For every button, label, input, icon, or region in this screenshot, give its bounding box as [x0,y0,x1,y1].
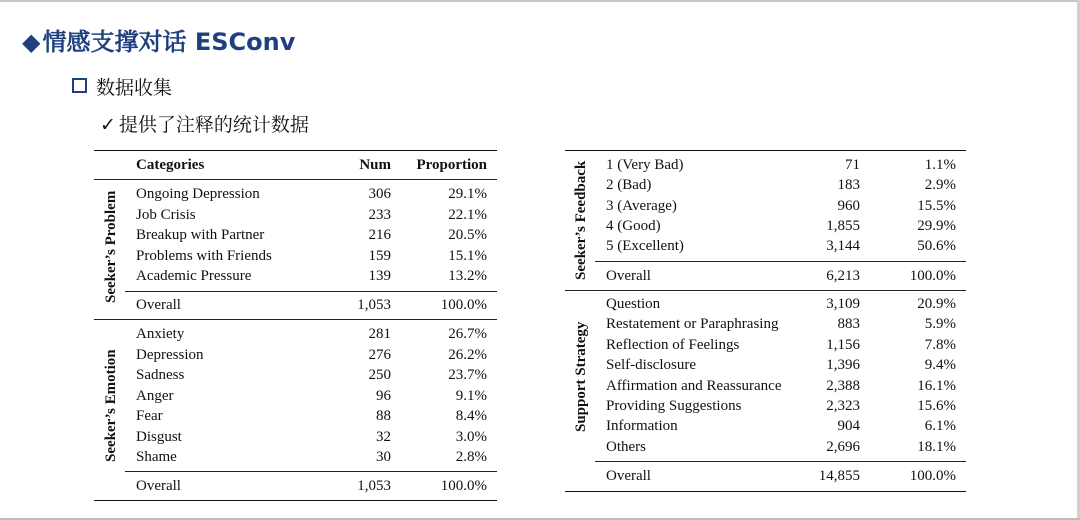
row-prop: 20.5% [448,227,487,244]
row-num: 88 [376,408,391,424]
emotion-overall-label: Overall [136,478,181,494]
row-label: Self-disclosure [606,357,696,374]
feedback-overall-rule [595,261,966,262]
row-prop: 18.1% [917,438,956,455]
row-num: 1,156 [826,336,860,353]
header-proportion: Proportion [416,157,487,173]
row-label: Depression [136,346,204,363]
row-prop: 8.4% [455,408,487,424]
row-num: 1,855 [826,217,860,234]
bullet-level2-text: 提供了注释的统计数据 [118,114,309,136]
row-num: 250 [368,367,391,383]
row-prop: 3.0% [455,428,487,445]
row-label: Anxiety [136,326,185,342]
row-prop: 9.4% [924,357,956,374]
row-label: Affirmation and Reassurance [606,377,782,394]
row-num: 276 [368,346,391,363]
strategy-overall-label: Overall [606,468,651,484]
row-prop: 2.9% [924,177,956,194]
row-prop: 26.7% [448,326,487,342]
row-num: 306 [368,186,391,202]
row-prop: 20.9% [917,296,956,312]
row-label: Disgust [136,428,182,445]
row-num: 233 [368,206,391,223]
table-top-rule-right [565,150,966,151]
row-prop: 23.7% [448,367,487,383]
row-prop: 15.5% [917,197,956,214]
row-prop: 22.1% [448,206,487,223]
seeker-emotion-label: Seeker’s Emotion [103,349,119,463]
row-prop: 9.1% [455,387,487,404]
row-num: 71 [845,157,860,173]
row-prop: 15.6% [917,398,956,414]
row-label: Academic Pressure [136,268,252,285]
row-num: 30 [376,449,391,465]
row-num: 281 [368,326,391,342]
row-num: 904 [837,418,860,435]
row-num: 3,144 [826,238,860,255]
row-label: Others [606,438,646,455]
row-prop: 29.9% [917,217,956,234]
row-num: 2,696 [826,438,860,455]
row-label: 3 (Average) [606,197,677,214]
row-label: Sadness [136,367,185,383]
section-rule-right [565,290,966,291]
row-label: Anger [136,387,174,404]
row-num: 3,109 [826,296,860,312]
row-label: Problems with Friends [136,247,272,264]
row-num: 216 [368,227,391,244]
row-label: Question [606,296,661,312]
row-num: 883 [837,316,860,333]
row-label: Providing Suggestions [606,398,742,414]
row-prop: 2.8% [455,449,487,465]
row-label: 1 (Very Bad) [606,157,684,173]
problem-overall-label: Overall [136,297,181,313]
row-label: Information [606,418,678,435]
slide-title-text: 情感支撑对话 ESConv [42,28,296,56]
row-prop: 26.2% [448,346,487,363]
row-label: 4 (Good) [606,217,661,234]
support-strategy-label: Support Strategy [573,321,589,433]
strategy-overall-prop: 100.0% [909,468,956,484]
problem-overall-num: 1,053 [357,297,391,313]
seeker-problem-label: Seeker’s Problem [103,190,119,304]
table-bottom-rule-right [565,491,966,492]
row-num: 2,388 [826,377,860,394]
row-num: 139 [368,268,391,285]
feedback-overall-num: 6,213 [826,268,860,284]
row-num: 1,396 [826,357,860,374]
row-label: Reflection of Feelings [606,336,740,353]
row-label: Job Crisis [136,206,196,223]
header-num: Num [359,157,391,173]
bullet-level1-text: 数据收集 [96,77,173,99]
strategy-overall-rule [595,461,966,462]
row-prop: 29.1% [448,186,487,202]
row-label: Ongoing Depression [136,186,260,202]
row-num: 960 [837,197,860,214]
check-bullet-icon: ✓ [100,114,116,136]
header-categories: Categories [136,157,205,173]
row-num: 2,323 [826,398,860,414]
feedback-overall-prop: 100.0% [909,268,956,284]
row-prop: 13.2% [448,268,487,285]
row-label: Fear [136,408,163,424]
feedback-overall-label: Overall [606,268,651,284]
row-prop: 7.8% [924,336,956,353]
row-prop: 1.1% [924,157,956,173]
row-num: 183 [837,177,860,194]
row-label: Shame [136,449,177,465]
diamond-bullet-icon: ◆ [22,28,41,56]
problem-overall-prop: 100.0% [440,297,487,313]
row-label: 5 (Excellent) [606,238,684,255]
row-label: Restatement or Paraphrasing [606,316,779,333]
strategy-overall-num: 14,855 [818,468,860,484]
row-prop: 50.6% [917,238,956,255]
row-num: 96 [376,387,391,404]
emotion-overall-prop: 100.0% [440,478,487,494]
row-num: 159 [368,247,391,264]
emotion-overall-num: 1,053 [357,478,391,494]
row-prop: 16.1% [917,377,956,394]
row-prop: 6.1% [924,418,956,435]
row-label: Breakup with Partner [136,227,265,244]
row-prop: 15.1% [448,247,487,264]
row-label: 2 (Bad) [606,177,652,194]
seeker-feedback-label: Seeker’s Feedback [573,160,589,281]
row-num: 32 [376,428,391,445]
row-prop: 5.9% [924,316,956,333]
